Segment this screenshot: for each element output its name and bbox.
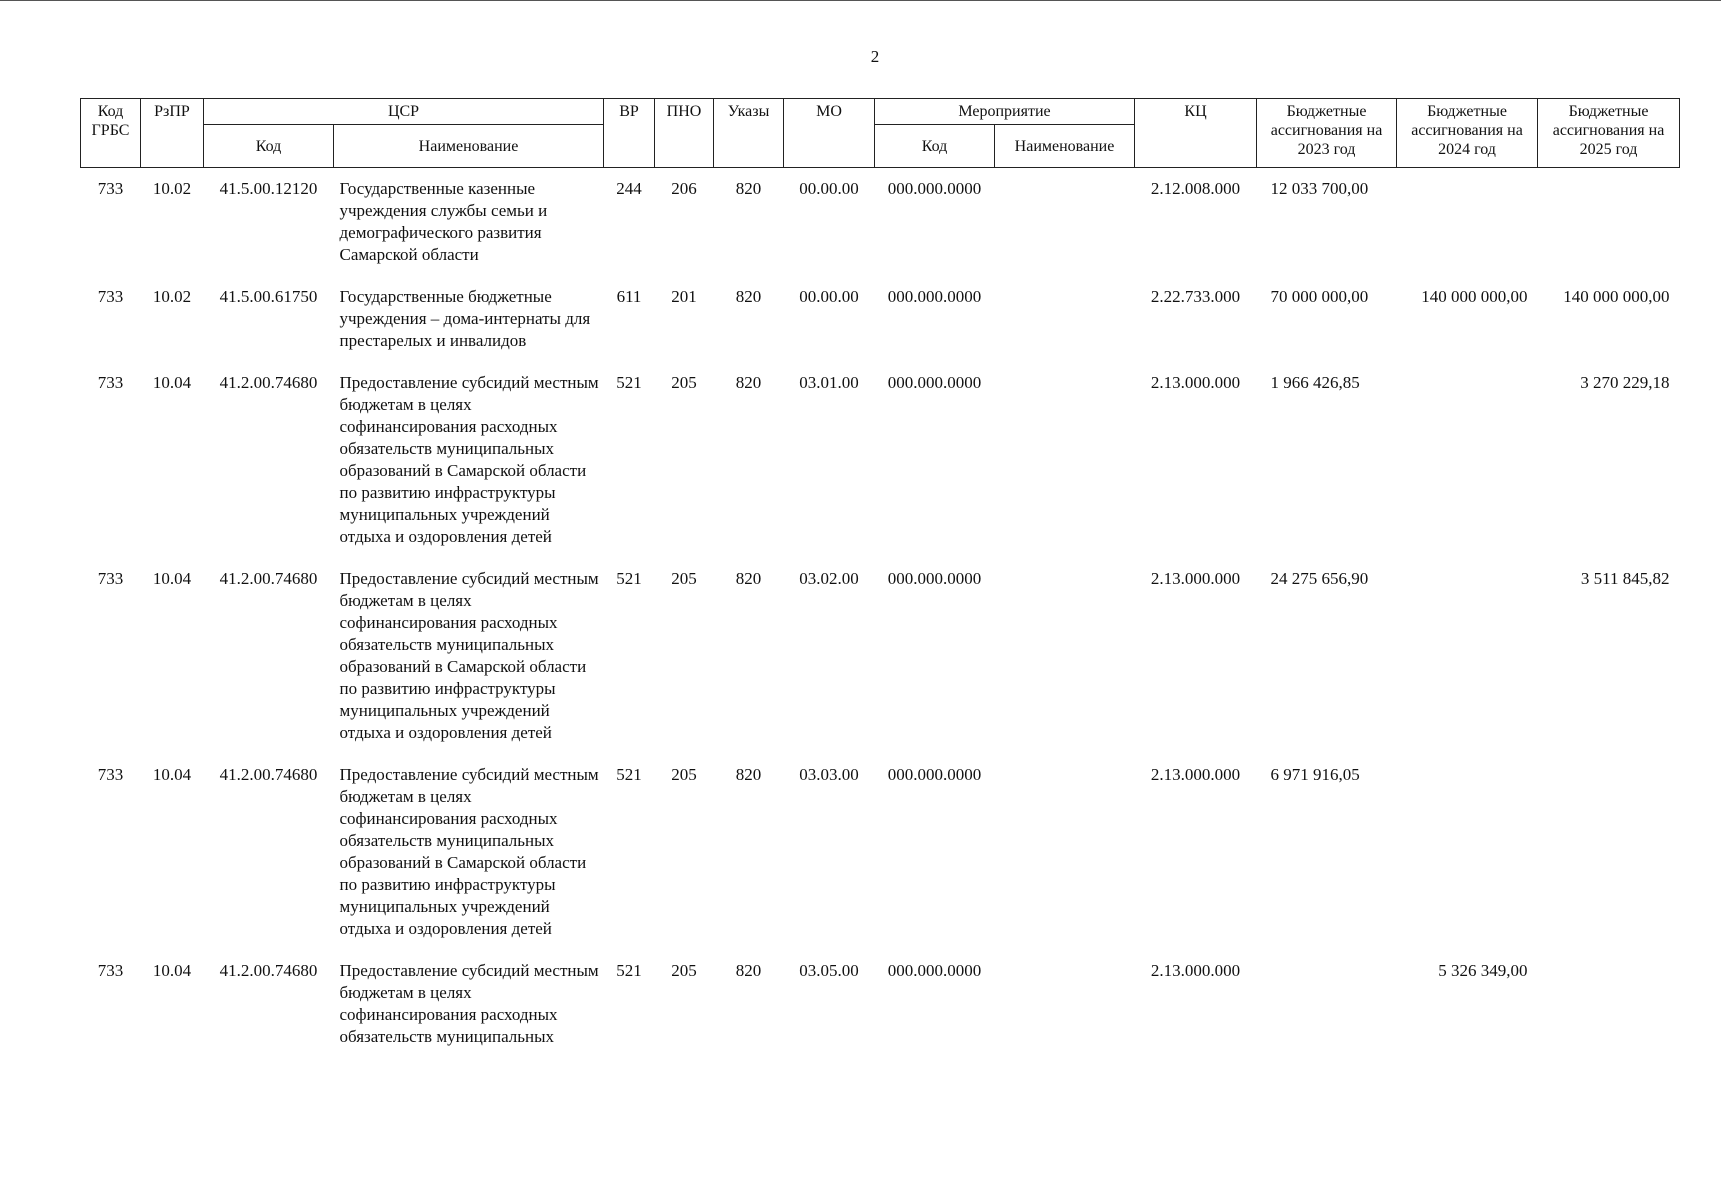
cell-ukazy: 820 bbox=[735, 287, 762, 306]
cell-vr: 521 bbox=[616, 961, 642, 980]
cell-pno: 201 bbox=[671, 287, 697, 306]
cell-mer-code: 000.000.0000 bbox=[887, 961, 982, 980]
cell-grbs: 733 bbox=[97, 179, 124, 198]
cell-mo: 03.01.00 bbox=[799, 373, 859, 392]
cell-kc: 2.13.000.000 bbox=[1150, 569, 1241, 588]
cell-vr: 521 bbox=[616, 765, 642, 784]
header-budget-2025: Бюджетные ассигнования на 2025 год bbox=[1538, 99, 1680, 168]
table-row bbox=[81, 764, 1680, 960]
table-row bbox=[81, 372, 1680, 568]
header-kc: КЦ bbox=[1135, 99, 1257, 168]
cell-csr-name: Государственные казенные учреждения службы семьи и демографического развития Самарской области bbox=[339, 179, 548, 264]
cell-mer-code: 000.000.0000 bbox=[887, 179, 982, 198]
header-vr: ВР bbox=[604, 99, 655, 168]
cell-csr-name: Предоставление субсидий местным бюджетам в целях софинансирования расходных обязательств муниципальных образований в Самарской области по развитию инфраструктуры муниципальных учреждений отдыха и оздоровления детей bbox=[339, 569, 599, 742]
cell-grbs: 733 bbox=[97, 373, 124, 392]
cell-rzpr: 10.02 bbox=[152, 287, 192, 306]
cell-csr-code: 41.2.00.74680 bbox=[219, 569, 318, 588]
cell-csr-name: Предоставление субсидий местным бюджетам в целях софинансирования расходных обязательств муниципальных образований в Самарской области по развитию инфраструктуры муниципальных учреждений отдыха и оздоровления детей bbox=[339, 373, 599, 546]
cell-budget-2023 bbox=[1257, 960, 1397, 1068]
cell-mer-code: 000.000.0000 bbox=[887, 287, 982, 306]
header-mer-name: Наименование bbox=[995, 125, 1135, 168]
cell-csr-code: 41.2.00.74680 bbox=[219, 765, 318, 784]
cell-rzpr: 10.04 bbox=[152, 765, 192, 784]
cell-csr-code: 41.5.00.61750 bbox=[219, 287, 318, 306]
cell-vr: 521 bbox=[616, 569, 642, 588]
cell-rzpr: 10.04 bbox=[152, 569, 192, 588]
header-csr-name: Наименование bbox=[334, 125, 604, 168]
cell-csr-code: 41.2.00.74680 bbox=[219, 373, 318, 392]
cell-grbs: 733 bbox=[97, 287, 124, 306]
cell-rzpr: 10.02 bbox=[152, 179, 192, 198]
cell-rzpr: 10.04 bbox=[152, 373, 192, 392]
header-grbs: Код ГРБС bbox=[81, 99, 141, 168]
header-meropriyatie: Мероприятие bbox=[875, 99, 1135, 125]
cell-grbs: 733 bbox=[97, 569, 124, 588]
cell-budget-2025: 3 270 229,18 bbox=[1580, 373, 1670, 392]
header-budget-2024: Бюджетные ассигнования на 2024 год bbox=[1397, 99, 1538, 168]
cell-mer-code: 000.000.0000 bbox=[887, 765, 982, 784]
header-csr-code: Код bbox=[204, 125, 334, 168]
table-row bbox=[81, 960, 1680, 1068]
cell-mer-name bbox=[995, 960, 1135, 1068]
cell-csr-code: 41.5.00.12120 bbox=[219, 179, 318, 198]
cell-ukazy: 820 bbox=[735, 569, 762, 588]
header-mer-code: Код bbox=[875, 125, 995, 168]
cell-mer-code: 000.000.0000 bbox=[887, 373, 982, 392]
cell-kc: 2.13.000.000 bbox=[1150, 373, 1241, 392]
cell-budget-2023: 6 971 916,05 bbox=[1270, 765, 1360, 784]
cell-ukazy: 820 bbox=[735, 961, 762, 980]
table-body bbox=[81, 168, 1680, 1069]
cell-vr: 611 bbox=[616, 287, 642, 306]
cell-budget-2025 bbox=[1538, 960, 1680, 1068]
cell-mer-name bbox=[995, 568, 1135, 764]
table-row bbox=[81, 286, 1680, 372]
table-row bbox=[81, 568, 1680, 764]
cell-grbs: 733 bbox=[97, 961, 124, 980]
cell-budget-2024: 5 326 349,00 bbox=[1438, 961, 1528, 980]
table-row bbox=[81, 168, 1680, 287]
cell-budget-2025 bbox=[1538, 168, 1680, 287]
header-mo: МО bbox=[784, 99, 875, 168]
header-rzpr: РзПР bbox=[141, 99, 204, 168]
cell-budget-2024 bbox=[1397, 372, 1538, 568]
cell-kc: 2.13.000.000 bbox=[1150, 765, 1241, 784]
cell-vr: 244 bbox=[616, 179, 642, 198]
cell-pno: 205 bbox=[671, 765, 697, 784]
cell-mo: 03.02.00 bbox=[799, 569, 859, 588]
cell-grbs: 733 bbox=[97, 765, 124, 784]
cell-mer-code: 000.000.0000 bbox=[887, 569, 982, 588]
cell-mo: 00.00.00 bbox=[799, 179, 859, 198]
cell-budget-2023: 12 033 700,00 bbox=[1270, 179, 1369, 198]
cell-mer-name bbox=[995, 764, 1135, 960]
cell-pno: 205 bbox=[671, 961, 697, 980]
cell-budget-2025 bbox=[1538, 764, 1680, 960]
cell-csr-code: 41.2.00.74680 bbox=[219, 961, 318, 980]
cell-kc: 2.12.008.000 bbox=[1150, 179, 1241, 198]
cell-kc: 2.13.000.000 bbox=[1150, 961, 1241, 980]
header-csr: ЦСР bbox=[204, 99, 604, 125]
cell-mer-name bbox=[995, 168, 1135, 287]
header-ukazy: Указы bbox=[714, 99, 784, 168]
cell-pno: 205 bbox=[671, 373, 697, 392]
cell-mo: 03.05.00 bbox=[799, 961, 859, 980]
cell-budget-2023: 70 000 000,00 bbox=[1270, 287, 1369, 306]
cell-kc: 2.22.733.000 bbox=[1150, 287, 1241, 306]
cell-budget-2024 bbox=[1397, 764, 1538, 960]
cell-budget-2024 bbox=[1397, 168, 1538, 287]
cell-budget-2025: 3 511 845,82 bbox=[1580, 569, 1670, 588]
cell-pno: 206 bbox=[671, 179, 697, 198]
top-edge-line bbox=[0, 0, 1721, 1]
cell-ukazy: 820 bbox=[735, 373, 762, 392]
cell-ukazy: 820 bbox=[735, 179, 762, 198]
cell-csr-name: Предоставление субсидий местным бюджетам в целях софинансирования расходных обязательств муниципальных образований в Самарской области по развитию инфраструктуры муниципальных учреждений отдыха и оздоровления детей bbox=[339, 765, 599, 938]
cell-ukazy: 820 bbox=[735, 765, 762, 784]
cell-mer-name bbox=[995, 372, 1135, 568]
cell-mer-name bbox=[995, 286, 1135, 372]
cell-budget-2025: 140 000 000,00 bbox=[1563, 287, 1670, 306]
cell-budget-2024 bbox=[1397, 568, 1538, 764]
cell-mo: 00.00.00 bbox=[799, 287, 859, 306]
cell-rzpr: 10.04 bbox=[152, 961, 192, 980]
header-pno: ПНО bbox=[655, 99, 714, 168]
cell-csr-name: Государственные бюджетные учреждения – дома-интернаты для престарелых и инвалидов bbox=[339, 287, 591, 350]
cell-mo: 03.03.00 bbox=[799, 765, 859, 784]
header-budget-2023: Бюджетные ассигнования на 2023 год bbox=[1257, 99, 1397, 168]
budget-table bbox=[80, 98, 1680, 1068]
table-header bbox=[81, 99, 1680, 168]
page-number: 2 bbox=[870, 47, 880, 66]
cell-csr-name: Предоставление субсидий местным бюджетам в целях софинансирования расходных обязательств муниципальных bbox=[339, 961, 599, 1046]
cell-pno: 205 bbox=[671, 569, 697, 588]
cell-vr: 521 bbox=[616, 373, 642, 392]
cell-budget-2023: 1 966 426,85 bbox=[1270, 373, 1360, 392]
cell-budget-2023: 24 275 656,90 bbox=[1270, 569, 1369, 588]
cell-budget-2024: 140 000 000,00 bbox=[1421, 287, 1528, 306]
